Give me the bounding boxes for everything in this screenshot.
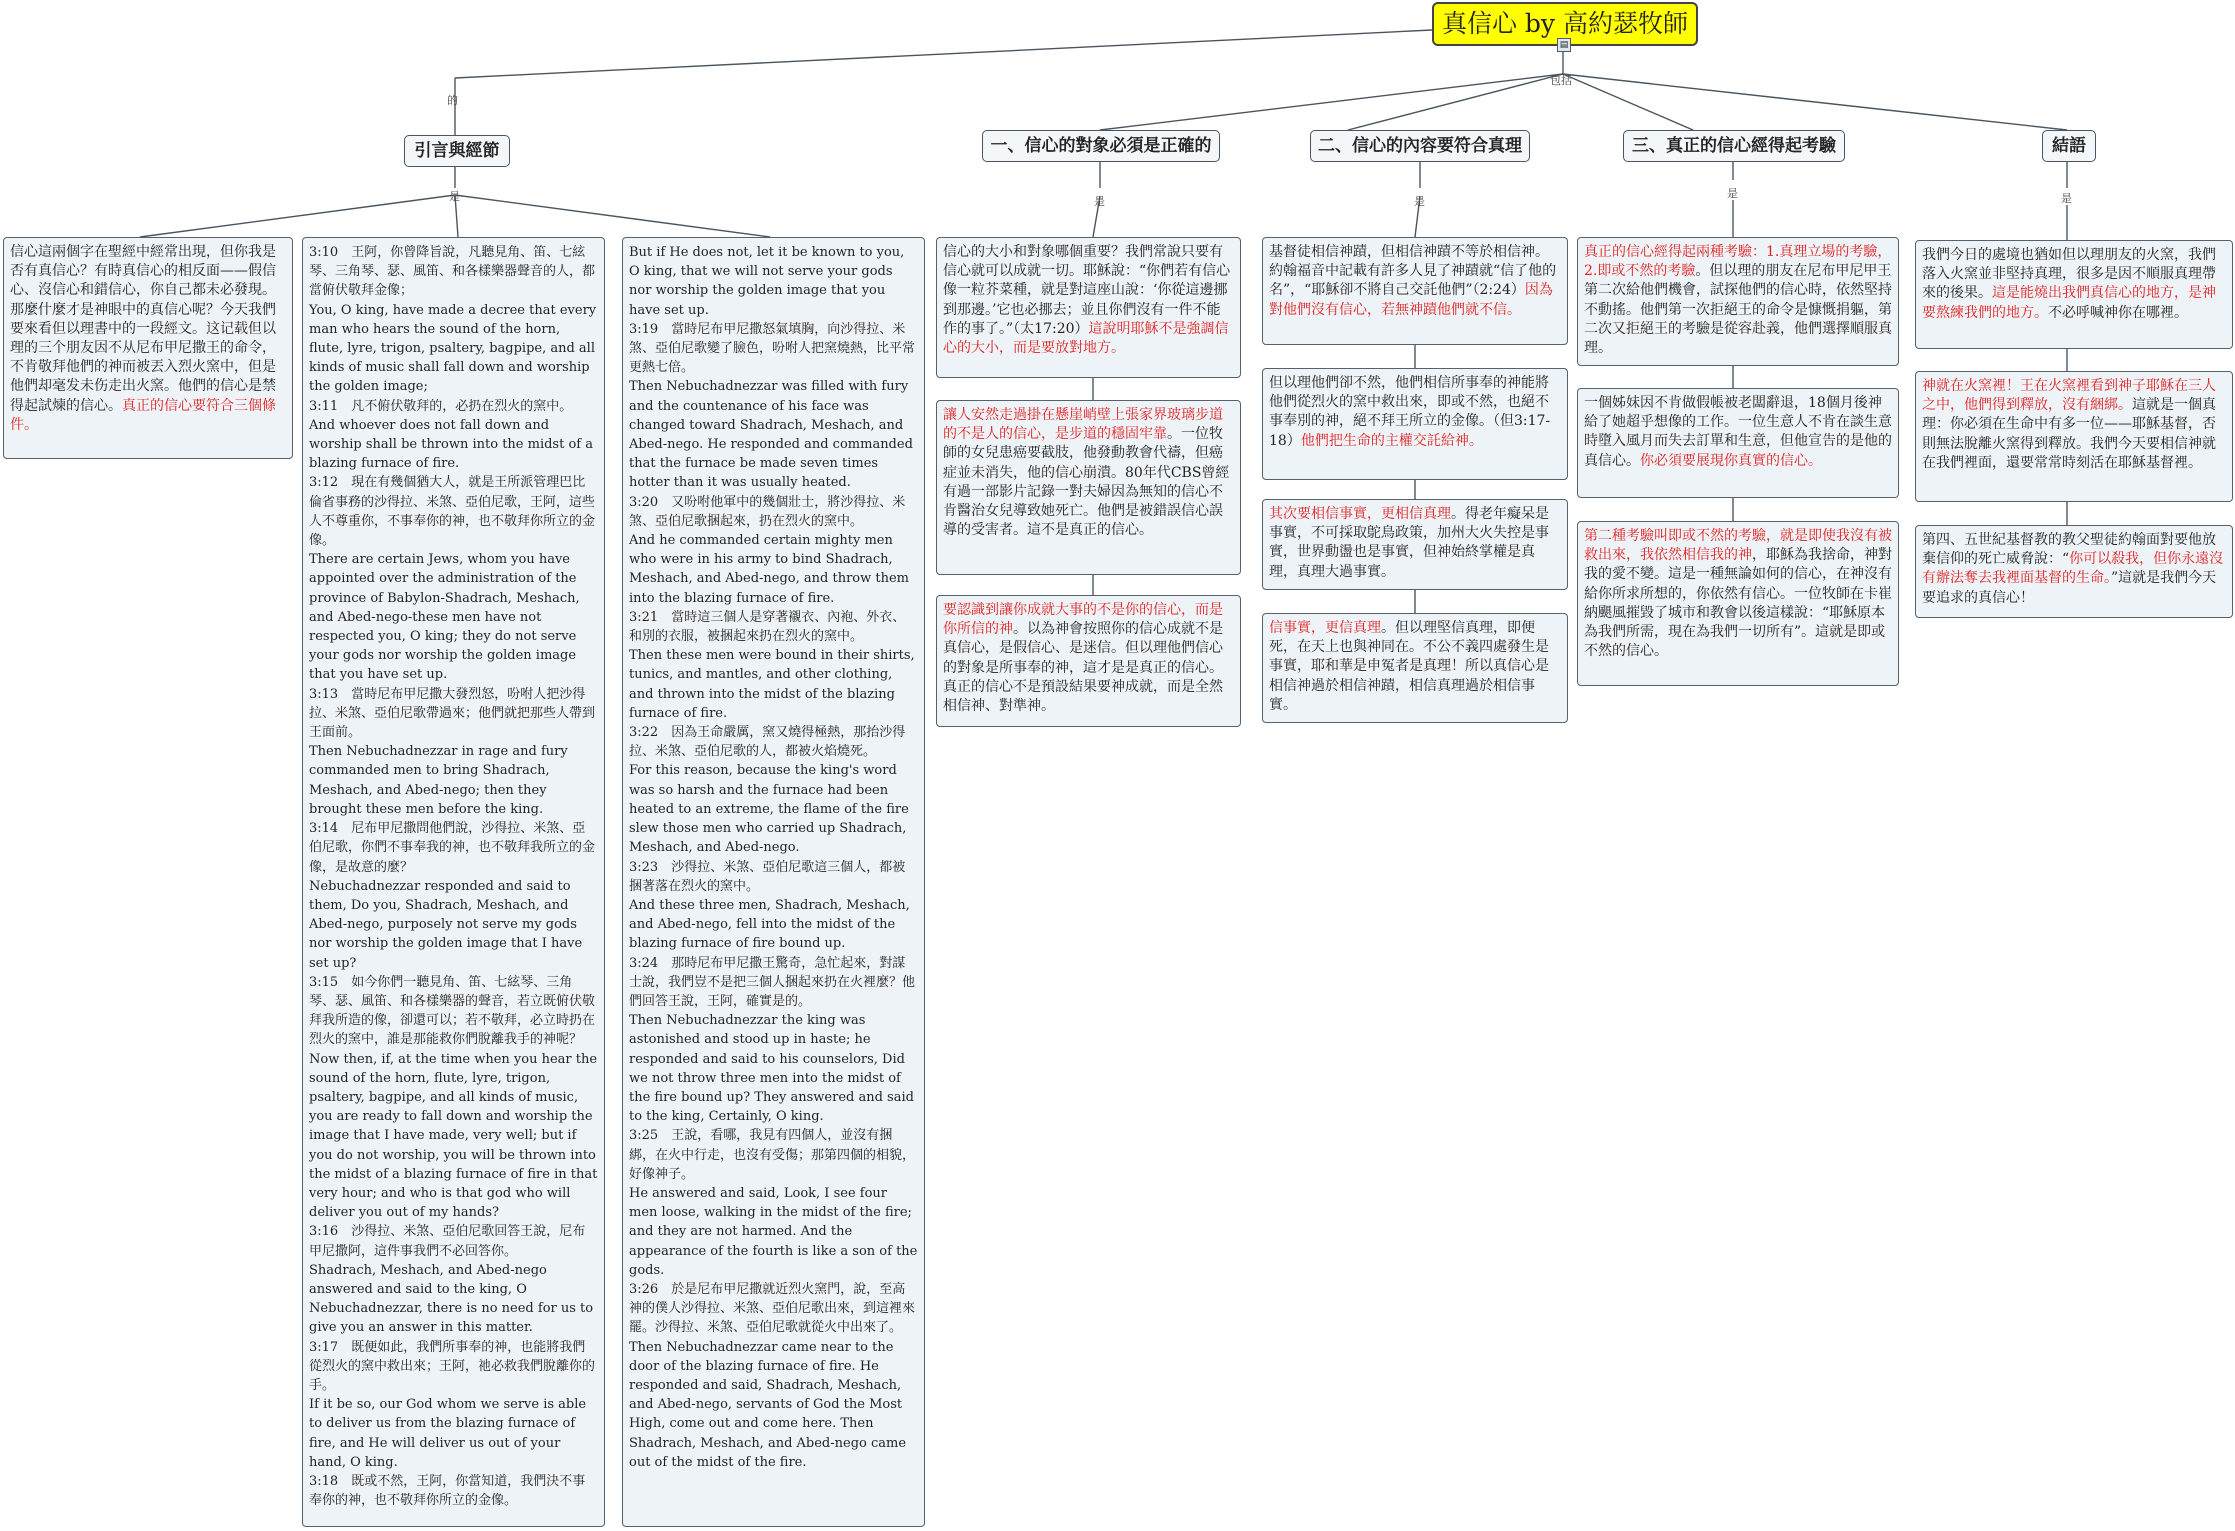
note-content-3[interactable] xyxy=(1262,499,1568,590)
note-conclusion-3[interactable] xyxy=(1915,525,2233,618)
note-text: 第四、五世紀基督教的教父聖徒約翰面對要他放棄信仰的死亡威脅說：“ xyxy=(1922,532,2216,568)
note-text: 不必呼喊神你在哪裡。 xyxy=(2048,304,2188,321)
scripture-line: 3:25 王說，看哪，我見有四個人，並沒有捆綁，在火中行走，也沒有受傷；那第四個的相貌，好像神子。 xyxy=(629,1128,916,1182)
root-topic[interactable]: 真信心 by 高約瑟牧師 xyxy=(1432,2,1698,46)
scripture-line: But if He does not, let it be known to you, O king, that we will not serve your gods nor worship the golden image that you have set up. xyxy=(629,245,905,318)
note-content-2[interactable] xyxy=(1262,368,1568,480)
topic-object-of-faith[interactable]: 一、信心的對象必須是正確的 xyxy=(982,130,1220,162)
scripture-line: 3:18 既或不然，王阿，你當知道，我們決不事奉你的神，也不敬拜你所立的金像。 xyxy=(309,1474,586,1509)
note-text: 但以理他們卻不然，他們相信所事奉的神能將他們從烈火的窯中救出來，即或不然，也絕不事奉別的神，絕不拜王所立的金像。（但3:17-18） xyxy=(1269,375,1551,449)
scripture-line: Nebuchadnezzar responded and said to them, Do you, Shadrach, Meshach, and Abed-nego, purposely not serve my gods nor worship the golden image that I have set up? xyxy=(309,878,583,971)
scripture-line: You, O king, have made a decree that every man who hears the sound of the horn, flute, lyre, trigon, psaltery, bagpipe, and all kinds of music shall fall down and worship the golden image; xyxy=(309,302,597,395)
note-text: 。得老年癡呆是事實，不可採取鴕鳥政策，加州大火失控是事實，世界動盪也是事實，但神始終掌權是真理，真理大過事實。 xyxy=(1269,506,1549,580)
note-content-1[interactable] xyxy=(1262,237,1568,345)
scripture-line: And he commanded certain mighty men who were in his army to bind Shadrach, Meshach, and Abed-nego, and throw them into the blazing furnace of fire. xyxy=(629,533,909,606)
note-conclusion-1[interactable] xyxy=(1915,240,2233,349)
scripture-line: Shadrach, Meshach, and Abed-nego answered and said to the king, O Nebuchadnezzar, there is no need for us to give you an answer in this matter. xyxy=(309,1262,594,1336)
note-test-1[interactable] xyxy=(1577,237,1899,366)
link-label-is: 是 xyxy=(449,190,460,203)
note-highlight: 真正的信心經得起兩種考驗：1.真理立場的考驗，2.即或不然的考驗 xyxy=(1584,244,1892,280)
scripture-line: 3:15 如今你們一聽見角、笛、七絃琴、三角琴、瑟、風笛、和各樣樂器的聲音，若立既俯伏敬拜我所造的像，卻還可以；若不敬拜，必立時扔在烈火的窯中，誰是那能救你們脫離我手的神呢？ xyxy=(309,974,596,1048)
note-highlight: 你可以殺我，但你永遠沒有辦法奪去我裡面基督的生命。 xyxy=(1922,551,2224,587)
note-test-3[interactable] xyxy=(1577,521,1899,686)
note-highlight: 其次要相信事實，更相信真理 xyxy=(1269,506,1451,522)
scripture-line: 3:22 因為王命嚴厲，窯又燒得極熱，那抬沙得拉、米煞、亞伯尼歌的人，都被火焰燒死。 xyxy=(629,725,906,760)
link-label-is: 是 xyxy=(1414,195,1425,208)
topic-conclusion[interactable]: 結語 xyxy=(2042,130,2096,162)
note-text: 信心這兩個字在聖經中經常出現，但你我是否有真信心？有時真信心的相反面——假信心、沒信心和錯信心，你自己都未必發現。那麼什麼才是神眼中的真信心呢？今天我們要來看但以理書中的一段經文。这记载但以理的三个朋友因不从尼布甲尼撒王的命令，不肯敬拜他們的神而被丟入烈火窯中，但是他們却毫发未伤走出火窯。他們的信心是禁得起試煉的信心。 xyxy=(10,244,276,414)
note-text: 。但以理的朋友在尼布甲尼甲王第二次給他們機會，試探他們的信心時，依然堅持不動搖。他們第一次拒絕王的命令是慷慨捐軀，第二次又拒絕王的考驗是從容赴義，他們選擇順服真理。 xyxy=(1584,263,1892,357)
scripture-line: 3:11 凡不俯伏敬拜的，必扔在烈火的窯中。 xyxy=(309,398,573,414)
scripture-line: 3:23 沙得拉、米煞、亞伯尼歌這三個人，都被捆著落在烈火的窯中。 xyxy=(629,859,906,894)
scripture-line: Now then, if, at the time when you hear the sound of the horn, flute, lyre, trigon, psaltery, bagpipe, and all kinds of music, you are ready to fall down and worship the image that I have made, very well; but if you do not worship, you will be thrown into the midst of a blazing furnace of fire in that very hour; and who is that god who will deliver you out of my hands? xyxy=(309,1051,598,1221)
scripture-line: 3:20 又吩咐他軍中的幾個壯士，將沙得拉、米煞、亞伯尼歌捆起來，扔在烈火的窯中。 xyxy=(629,494,906,529)
topic-intro[interactable]: 引言與經節 xyxy=(404,135,510,167)
note-text: 基督徒相信神蹟，但相信神蹟不等於相信神。約翰福音中記載有許多人見了神蹟就“信了他的名”，“耶穌卻不將自己交託他們”（2:24） xyxy=(1269,244,1557,299)
note-highlight: 信事實，更信真理 xyxy=(1269,620,1381,636)
scripture-line: He answered and said, Look, I see four men loose, walking in the midst of the fire; and they are not harmed. And the appearance of the fourth is like a son of the gods. xyxy=(629,1185,918,1278)
topic-content-of-faith[interactable]: 二、信心的內容要符合真理 xyxy=(1310,130,1530,162)
link-label-includes: 包括 xyxy=(1550,74,1572,87)
scripture-line: 3:17 既便如此，我們所事奉的神，也能將我們從烈火的窯中救出來；王阿，祂必救我們脫離你的手。 xyxy=(309,1339,596,1393)
note-text: 。一位牧師的女兒患癌要截肢，他發動教會代禱，但癌症並未消失，他的信心崩潰。80年代CBS曾經有過一部影片記錄一對夫婦因為無知的信心不肯醫治女兒導致她死亡。他們是被錯誤信心誤導的受害者。這不是真正的信心。 xyxy=(943,426,1230,539)
scripture-line: 3:12 現在有幾個猶大人，就是王所派管理巴比倫省事務的沙得拉、米煞、亞伯尼歌，王阿，這些人不尊重你，不事奉你的神，也不敬拜你所立的金像。 xyxy=(309,475,596,549)
note-intro[interactable] xyxy=(3,237,293,459)
note-text: 我們今日的處境也猶如但以理朋友的火窯，我們落入火窯並非堅持真理，很多是因不順服真理帶來的後果。 xyxy=(1922,247,2216,302)
link-label-is: 是 xyxy=(1727,187,1738,200)
scripture-line: Then Nebuchadnezzar was filled with fury and the countenance of his face was changed toward Shadrach, Meshach, and Abed-nego. He responded and commanded that the furnace be made seven times hotter than it was usually heated. xyxy=(629,379,913,491)
note-highlight: 讓人安然走過掛在懸崖峭壁上張家界玻璃步道的不是人的信心，是步道的穩固牢靠 xyxy=(943,407,1223,443)
note-conclusion-2[interactable] xyxy=(1915,371,2233,502)
scripture-line: If it be so, our God whom we serve is able to deliver us from the blazing furnace of fire, and He will deliver us out of your hand, O king. xyxy=(309,1397,587,1470)
note-text: 。以為神會按照你的信心成就不是真信心，是假信心、是迷信。但以理他們信心的對象是所事奉的神，這才是是真正的信心。真正的信心不是預設結果要神成就，而是全然相信神、對準神。 xyxy=(943,621,1223,715)
scripture-line: Then Nebuchadnezzar came near to the door of the blazing furnace of fire. He responded and said, Shadrach, Meshach, and Abed-nego, servants of God the Most High, come out and come here. Then Shadrach, Meshach, and Abed-nego came out of the midst of the fire. xyxy=(629,1339,907,1470)
scripture-line: For this reason, because the king's word was so harsh and the furnace had been heated to an extreme, the flame of the fire slew those men who carried up Shadrach, Meshach, and Abed-nego. xyxy=(629,763,909,856)
scripture-column-1[interactable] xyxy=(302,237,605,1527)
scripture-line: 3:10 王阿，你曾降旨說，凡聽見角、笛、七絃琴、三角琴、瑟、風笛、和各樣樂器聲音的人，都當俯伏敬拜金像； xyxy=(309,245,596,299)
note-text: 。但以理堅信真理，即便死，在天上也與神同在。不公不義四處發生是事實，耶和華是申冤者是真理！所以真信心是相信神過於相信神蹟，相信真理過於相信事實。 xyxy=(1269,620,1549,713)
note-highlight: 這是能燒出我們真信心的地方，是神要熬練我們的地方。 xyxy=(1922,285,2216,321)
link-label-is: 是 xyxy=(1094,195,1105,208)
note-highlight: 這說明耶穌不是強調信心的大小，而是要放對地方。 xyxy=(943,320,1229,357)
scripture-line: 3:13 當時尼布甲尼撒大發烈怒，吩咐人把沙得拉、米煞、亞伯尼歌帶過來；他們就把那些人帶到王面前。 xyxy=(309,686,596,741)
note-test-2[interactable] xyxy=(1577,388,1899,498)
scripture-line: 3:14 尼布甲尼撒問他們說，沙得拉、米煞、亞伯尼歌，你們不事奉我的神，也不敬拜我所立的金像，是故意的麼？ xyxy=(309,821,596,875)
note-object-1[interactable] xyxy=(936,237,1241,378)
note-highlight: 神就在火窯裡！王在火窯裡看到神子耶穌在三人之中，他們得到釋放，沒有綑綁。 xyxy=(1922,378,2216,414)
note-content-4[interactable] xyxy=(1262,613,1568,723)
note-text: ”這就是我們今天要追求的真信心！ xyxy=(1922,570,2217,606)
note-text: 信心的大小和對象哪個重要？我們常說只要有信心就可以成就一切。耶穌說：“你們若有信心像一粒芥菜種，就是對這座山說：‘你從這邊挪到那邊。’它也必挪去；並且你們沒有一件不能作的事了。”（太17:20） xyxy=(943,244,1231,337)
link-label-is: 是 xyxy=(2061,192,2072,205)
note-text: 這就是一個真理：你必須在生命中有多一位——耶穌基督，否則無法脫離火窯得到釋放。我們今天要相信神就在我們裡面，還要常常時刻活在耶穌基督裡。 xyxy=(1922,397,2216,471)
scripture-line: Then Nebuchadnezzar in rage and fury commanded men to bring Shadrach, Meshach, and Abed-nego; then they brought these men before the king. xyxy=(309,744,568,817)
scripture-line: There are certain Jews, whom you have appointed over the administration of the province of Babylon-Shadrach, Meshach, and Abed-nego-these men have not respected you, O king; they do not serve your gods nor worship the golden image that you have set up. xyxy=(309,552,580,683)
scripture-line: 3:19 當時尼布甲尼撒怒氣填胸，向沙得拉、米煞、亞伯尼歌變了臉色，吩咐人把窯燒熱，比平常更熱七倍。 xyxy=(629,321,916,376)
note-text: ，耶穌為我捨命，神對我的愛不變。這是一種無論如何的信心，在神沒有給你所求所想的，你依然有信心。一位牧師在卡崔納颶風摧毀了城市和教會以後這樣說：“耶穌原本為我們所需，現在為我們一切所有”。這就是即或不然的信心。 xyxy=(1584,547,1892,660)
scripture-line: And these three men, Shadrach, Meshach, and Abed-nego, fell into the midst of the blazing furnace of fire bound up. xyxy=(629,897,910,952)
scripture-line: 3:26 於是尼布甲尼撒就近烈火窯門，說，至高神的僕人沙得拉、米煞、亞伯尼歌出來，到這裡來罷。沙得拉、米煞、亞伯尼歌就從火中出來了。 xyxy=(629,1281,916,1336)
note-highlight: 因為對他們沒有信心，若無神蹟他們就不信。 xyxy=(1269,282,1553,318)
note-highlight: 要認識到讓你成就大事的不是你的信心，而是你所信的神 xyxy=(943,602,1223,638)
note-object-2[interactable] xyxy=(936,400,1241,575)
scripture-line: Then Nebuchadnezzar the king was astonished and stood up in haste; he responded and said to his counselors, Did we not throw three men into the midst of the fire bound up? They answered and said to the king, Certainly, O king. xyxy=(629,1013,914,1125)
scripture-line: And whoever does not fall down and worship shall be thrown into the midst of a blazing furnace of fire. xyxy=(309,417,593,472)
note-highlight: 第二種考驗叫即或不然的考驗，就是即使我沒有被救出來，我依然相信我的神 xyxy=(1584,528,1892,564)
scripture-column-2[interactable] xyxy=(622,237,925,1527)
note-highlight: 真正的信心要符合三個條件。 xyxy=(10,397,276,433)
note-text: 一個姊妹因不肯做假帳被老闆辭退，18個月後神給了她超乎想像的工作。一位生意人不肯在談生意時墮入風月而失去訂單和生意，但他宣告的是他的真信心。 xyxy=(1584,395,1892,469)
note-highlight: 他們把生命的主權交託給神。 xyxy=(1300,432,1483,449)
note-marker-icon[interactable]: ▤ xyxy=(1557,38,1571,52)
scripture-line: Then these men were bound in their shirts, tunics, and mantles, and other clothing, and thrown into the midst of the blazing furnace of fire. xyxy=(629,648,915,721)
note-object-3[interactable] xyxy=(936,595,1241,727)
scripture-line: 3:16 沙得拉、米煞、亞伯尼歌回答王說，尼布甲尼撒阿，這件事我們不必回答你。 xyxy=(309,1224,586,1259)
link-label-de: 的 xyxy=(447,94,458,107)
scripture-line: 3:21 當時這三個人是穿著襯衣、內袍、外衣、和別的衣服，被捆起來扔在烈火的窯中。 xyxy=(629,609,906,645)
scripture-line: 3:24 那時尼布甲尼撒王驚奇，急忙起來，對謀士說，我們豈不是把三個人捆起來扔在火裡麼？他們回答王說，王阿，確實是的。 xyxy=(629,955,916,1009)
topic-tested-faith[interactable]: 三、真正的信心經得起考驗 xyxy=(1623,130,1845,162)
note-highlight: 你必須要展現你真實的信心。 xyxy=(1640,452,1822,469)
